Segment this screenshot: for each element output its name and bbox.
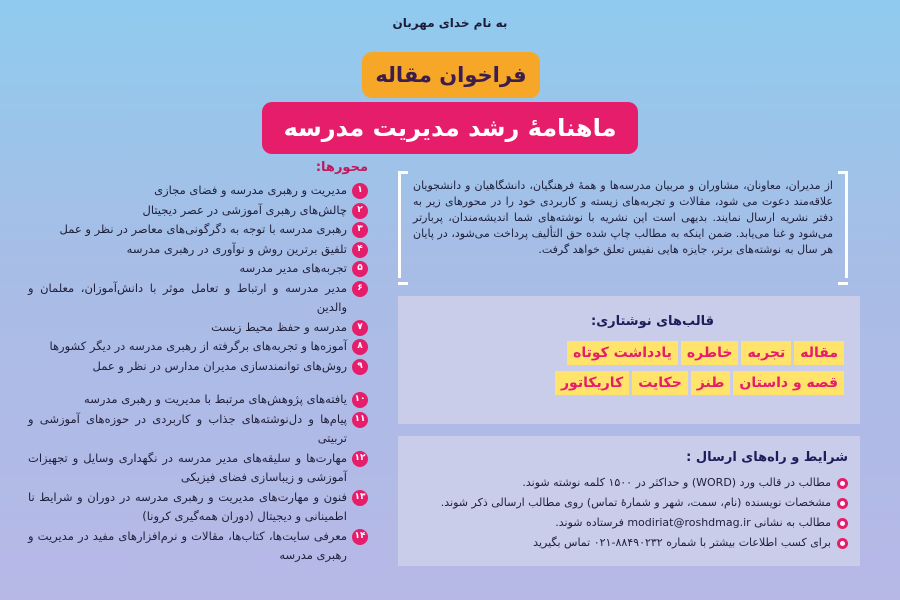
conditions-box — [398, 436, 860, 566]
magazine-title-badge: ماهنامۀ رشد مدیریت مدرسه — [262, 102, 638, 154]
format-chip: تجربه — [741, 341, 791, 365]
topic-text: مدرسه و حفظ محیط زیست — [211, 319, 347, 334]
topic-item — [28, 318, 368, 338]
formats-heading: قالب‌های نوشتاری: — [591, 314, 714, 329]
conditions-list — [410, 473, 848, 553]
topic-text: مدیر مدرسه و ارتباط و تعامل موثر با دانش‌آموزان، معلمان و والدین — [28, 280, 347, 314]
topic-item — [28, 488, 368, 527]
top-dedication: به نام خدای مهربان — [392, 16, 508, 30]
topic-item — [28, 449, 368, 488]
formats-box — [398, 296, 860, 424]
topic-text: فنون و مهارت‌های مدیریت و رهبری مدرسه در دوران و شرایط نا اطمینانی و دیجیتال (دوران همه‌گیری کرونا) — [28, 489, 347, 523]
condition-text: برای کسب اطلاعات بیشتر با شماره ۸۸۴۹۰۲۳۲-۰۲۱ تماس بگیرید — [533, 536, 831, 549]
topics-column — [28, 160, 368, 566]
bullet-icon — [837, 538, 848, 549]
topic-item — [28, 390, 368, 410]
condition-item — [410, 533, 848, 553]
topic-item — [28, 220, 368, 240]
format-chip: خاطره — [681, 341, 739, 365]
topic-number: ۱۱ — [352, 412, 368, 428]
topic-item — [28, 181, 368, 201]
condition-text: مطالب به نشانی modiriat@roshdmag.ir فرستاده شوند. — [555, 516, 831, 529]
topic-number: ۲ — [352, 203, 368, 219]
topic-text: چالش‌های رهبری آموزشی در عصر دیجیتال — [142, 202, 347, 217]
topic-text: تجربه‌های مدیر مدرسه — [239, 261, 347, 275]
topic-item — [28, 279, 368, 318]
topic-number: ۹ — [352, 359, 368, 375]
bullet-icon — [837, 518, 848, 529]
topic-number: ۳ — [352, 222, 368, 238]
topic-text: تلفیق برترین روش و نوآوری در رهبری مدرسه — [126, 241, 347, 256]
topic-text: پیام‌ها و دل‌نوشته‌های جذاب و کاربردی در حوزه‌های آموزشی و تربیتی — [28, 411, 347, 445]
topic-number: ۱۲ — [352, 451, 368, 467]
call-for-papers-badge: فراخوان مقاله — [362, 52, 540, 98]
conditions-heading: شرایط و راه‌های ارسال : — [686, 450, 848, 465]
topic-number: ۶ — [352, 281, 368, 297]
topic-number: ۱۴ — [352, 529, 368, 545]
format-chip: یادداشت کوتاه — [567, 341, 678, 365]
topic-text: آموزه‌ها و تجربه‌های برگرفته از رهبری مدرسه در دیگر کشورها — [49, 339, 347, 353]
formats-row — [414, 371, 844, 395]
topic-list — [28, 181, 368, 376]
topic-item — [28, 259, 368, 279]
intro-paragraph: از مدیران، معاونان، مشاوران و مربیان مدرسه‌ها و همهٔ فرهنگیان، دانشگاهیان و دانشجویان علاقه‌مند دعوت می شود، مقالات و تجربه‌های زیسته و کاربردی خود را در محورهای زیر به دفتر نشریه ارسال نمایند. بدیهی است این نشریه با نوشته‌های شما اندیشه‌مندان، پربارتر می‌شود و غنا می‌یابد. ضمن اینکه به مطالب چاپ شده حق التألیف پرداخت می‌شود، در پایان هر سال به نوشته‌های برتر، جایزه هایی نفیس تعلق خواهد گرفت. — [398, 172, 848, 278]
topic-list-2 — [28, 390, 368, 566]
format-chip: حکایت — [632, 371, 688, 395]
topic-text: روش‌های توانمندسازی مدیران مدارس در نظر و عمل — [92, 358, 347, 373]
topic-item — [28, 337, 368, 357]
format-chip: کاریکاتور — [555, 371, 629, 395]
topics-heading: محورها: — [315, 160, 368, 175]
format-chip: مقاله — [794, 341, 844, 365]
bullet-icon — [837, 478, 848, 489]
format-chip: قصه و داستان — [733, 371, 844, 395]
formats-row — [414, 341, 844, 365]
topic-number: ۸ — [352, 339, 368, 355]
topic-text: معرفی سایت‌ها، کتاب‌ها، مقالات و نرم‌افزارهای مفید در مدیریت و رهبری مدرسه — [28, 528, 347, 562]
topic-number: ۱ — [352, 183, 368, 199]
topic-number: ۱۰ — [352, 392, 368, 408]
topic-item — [28, 240, 368, 260]
topic-text: رهبری مدرسه با توجه به دگرگونی‌های معاصر در نظر و عمل — [59, 222, 347, 236]
topic-number: ۱۳ — [352, 490, 368, 506]
topic-item — [28, 201, 368, 221]
condition-item — [410, 473, 848, 493]
topic-text: مدیریت و رهبری مدرسه و فضای مجازی — [154, 183, 347, 197]
topic-item — [28, 410, 368, 449]
topic-text: یافته‌های پژوهش‌های مرتبط با مدیریت و رهبری مدرسه — [84, 392, 347, 406]
topic-number: ۵ — [352, 261, 368, 277]
condition-item — [410, 513, 848, 533]
topic-text: مهارت‌ها و سلیقه‌های مدیر مدرسه در نگهداری وسایل و تجهیزات آموزشی و زیباسازی فضای فیزیکی — [28, 450, 347, 484]
condition-text: مطالب در قالب ورد (WORD) و حداکثر در ۱۵۰۰ کلمه نوشته شوند. — [522, 476, 831, 489]
bullet-icon — [837, 498, 848, 509]
topic-number: ۷ — [352, 320, 368, 336]
format-chip: طنز — [691, 371, 731, 395]
topic-number: ۴ — [352, 242, 368, 258]
topic-list-spacer — [28, 376, 368, 390]
topic-item — [28, 357, 368, 377]
condition-item — [410, 493, 848, 513]
topic-item — [28, 527, 368, 566]
condition-text: مشخصات نویسنده (نام، سمت، شهر و شمارۀ تماس) روی مطالب ارسالی ذکر شوند. — [440, 496, 831, 509]
